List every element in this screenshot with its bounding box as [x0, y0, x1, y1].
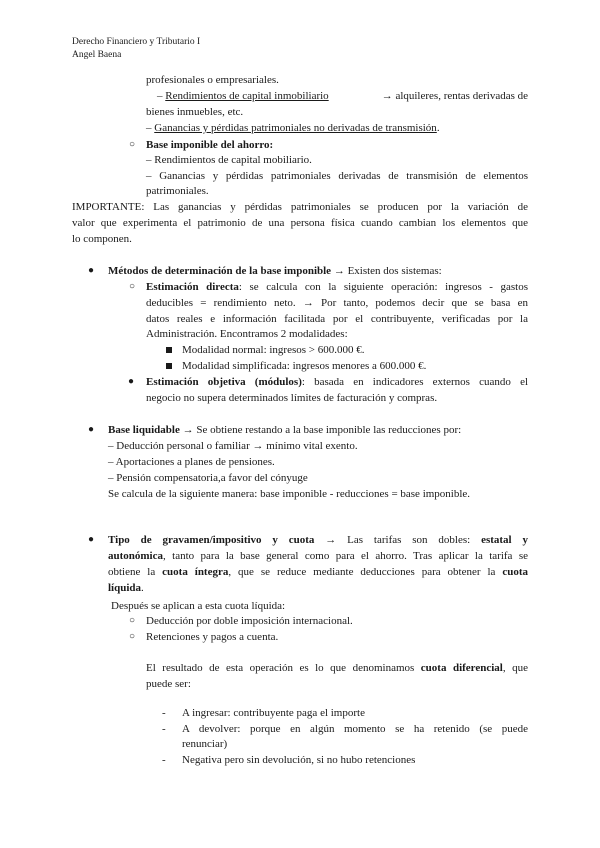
text-line: profesionales o empresariales. [146, 74, 279, 86]
text-line: Estimación objetiva (módulos): basada en indicadores externos cuando el [146, 376, 529, 388]
circle-bullet-icon: ○ [129, 281, 136, 292]
square-bullet-icon [166, 347, 172, 353]
text-line: – Rendimientos de capital inmobiliario → alquileres, rentas derivadas de [157, 90, 528, 102]
subsection-title: Base imponible del ahorro: [146, 139, 274, 151]
text-line: El resultado de esta operación es lo que denominamos cuota diferencial, que [146, 662, 529, 674]
text-line: – Ganancias y pérdidas patrimoniales derivadas de transmisión de elementos [146, 170, 528, 182]
text-line: – Pensión compensatoria,a favor del cónyuge [108, 472, 308, 484]
text-line: – Ganancias y pérdidas patrimoniales no derivadas de transmisión. [146, 122, 440, 134]
text-line: IMPORTANTE: Las ganancias y pérdidas patrimoniales se producen por la variación de [72, 201, 528, 213]
text-line: – Aportaciones a planes de pensiones. [108, 456, 275, 468]
circle-bullet-icon: ○ [129, 615, 136, 626]
text-line: Estimación directa: se calcula con la siguiente operación: ingresos - gastos [146, 281, 529, 293]
bullet-icon: ● [88, 424, 95, 435]
header-author: Angel Baena [72, 50, 122, 60]
section-title: Tipo de gravamen/impositivo y cuota → Las tarifas son dobles: estatal y [108, 534, 528, 546]
text-line: negocio no supera determinados límites de facturación y compras. [146, 392, 438, 404]
list-item: A devolver: porque en algún momento se ha retenido (se puede [182, 723, 528, 735]
bullet-icon: ● [88, 265, 95, 276]
circle-bullet-icon: ○ [129, 139, 136, 150]
text-line: lo componen. [72, 233, 132, 245]
text-line: – Rendimientos de capital mobiliario. [146, 154, 312, 166]
list-item: Modalidad simplificada: ingresos menores a 600.000 €. [182, 360, 427, 372]
list-item: Negativa pero sin devolución, si no hubo retenciones [182, 754, 416, 766]
dash-bullet-icon: - [162, 754, 166, 766]
list-item: Modalidad normal: ingresos > 600.000 €. [182, 344, 365, 356]
text-line: bienes inmuebles, etc. [146, 106, 244, 118]
section-title: Métodos de determinación de la base imponible → Existen dos sistemas: [108, 265, 442, 277]
text-line: líquida. [108, 582, 144, 594]
text-line: autonómica, tanto para la base general como para el ahorro. Tras aplicar la tarifa se [108, 550, 528, 562]
list-item: A ingresar: contribuyente paga el importe [182, 707, 365, 719]
text-line: datos reales e información facilitada por el contribuyente, verificadas por la [146, 313, 528, 325]
text-line: Administración. Encontramos 2 modalidades: [146, 328, 348, 340]
dash-bullet-icon: - [162, 707, 166, 719]
circle-bullet-icon: ○ [129, 631, 136, 642]
text-line: valor que experimenta el patrimonio de una persona física cuando cambian los elementos que [72, 217, 528, 229]
text-line: renunciar) [182, 738, 228, 750]
list-item: Deducción por doble imposición internacional. [146, 615, 353, 627]
text-line: obtiene la cuota íntegra, que se reduce mediante deducciones para obtener la cuota [108, 566, 529, 578]
list-item: Retenciones y pagos a cuenta. [146, 631, 279, 643]
text-line: puede ser: [146, 678, 191, 690]
text-line: Se calcula de la siguiente manera: base imponible - reducciones = base imponible. [108, 488, 471, 500]
text-line: Después se aplican a esta cuota líquida: [111, 600, 286, 612]
section-title: Base liquidable → Se obtiene restando a la base imponible las reducciones por: [108, 424, 462, 436]
bullet-icon: ● [128, 376, 135, 387]
text-line: – Deducción personal o familiar → mínimo vital exento. [108, 440, 358, 452]
dash-bullet-icon: - [162, 723, 166, 735]
header-title: Derecho Financiero y Tributario I [72, 37, 201, 47]
text-line: deducibles = rendimiento neto. → Por tanto, podemos decir que se basa en [146, 297, 528, 309]
square-bullet-icon [166, 363, 172, 369]
bullet-icon: ● [88, 534, 95, 545]
text-line: patrimoniales. [146, 185, 209, 197]
